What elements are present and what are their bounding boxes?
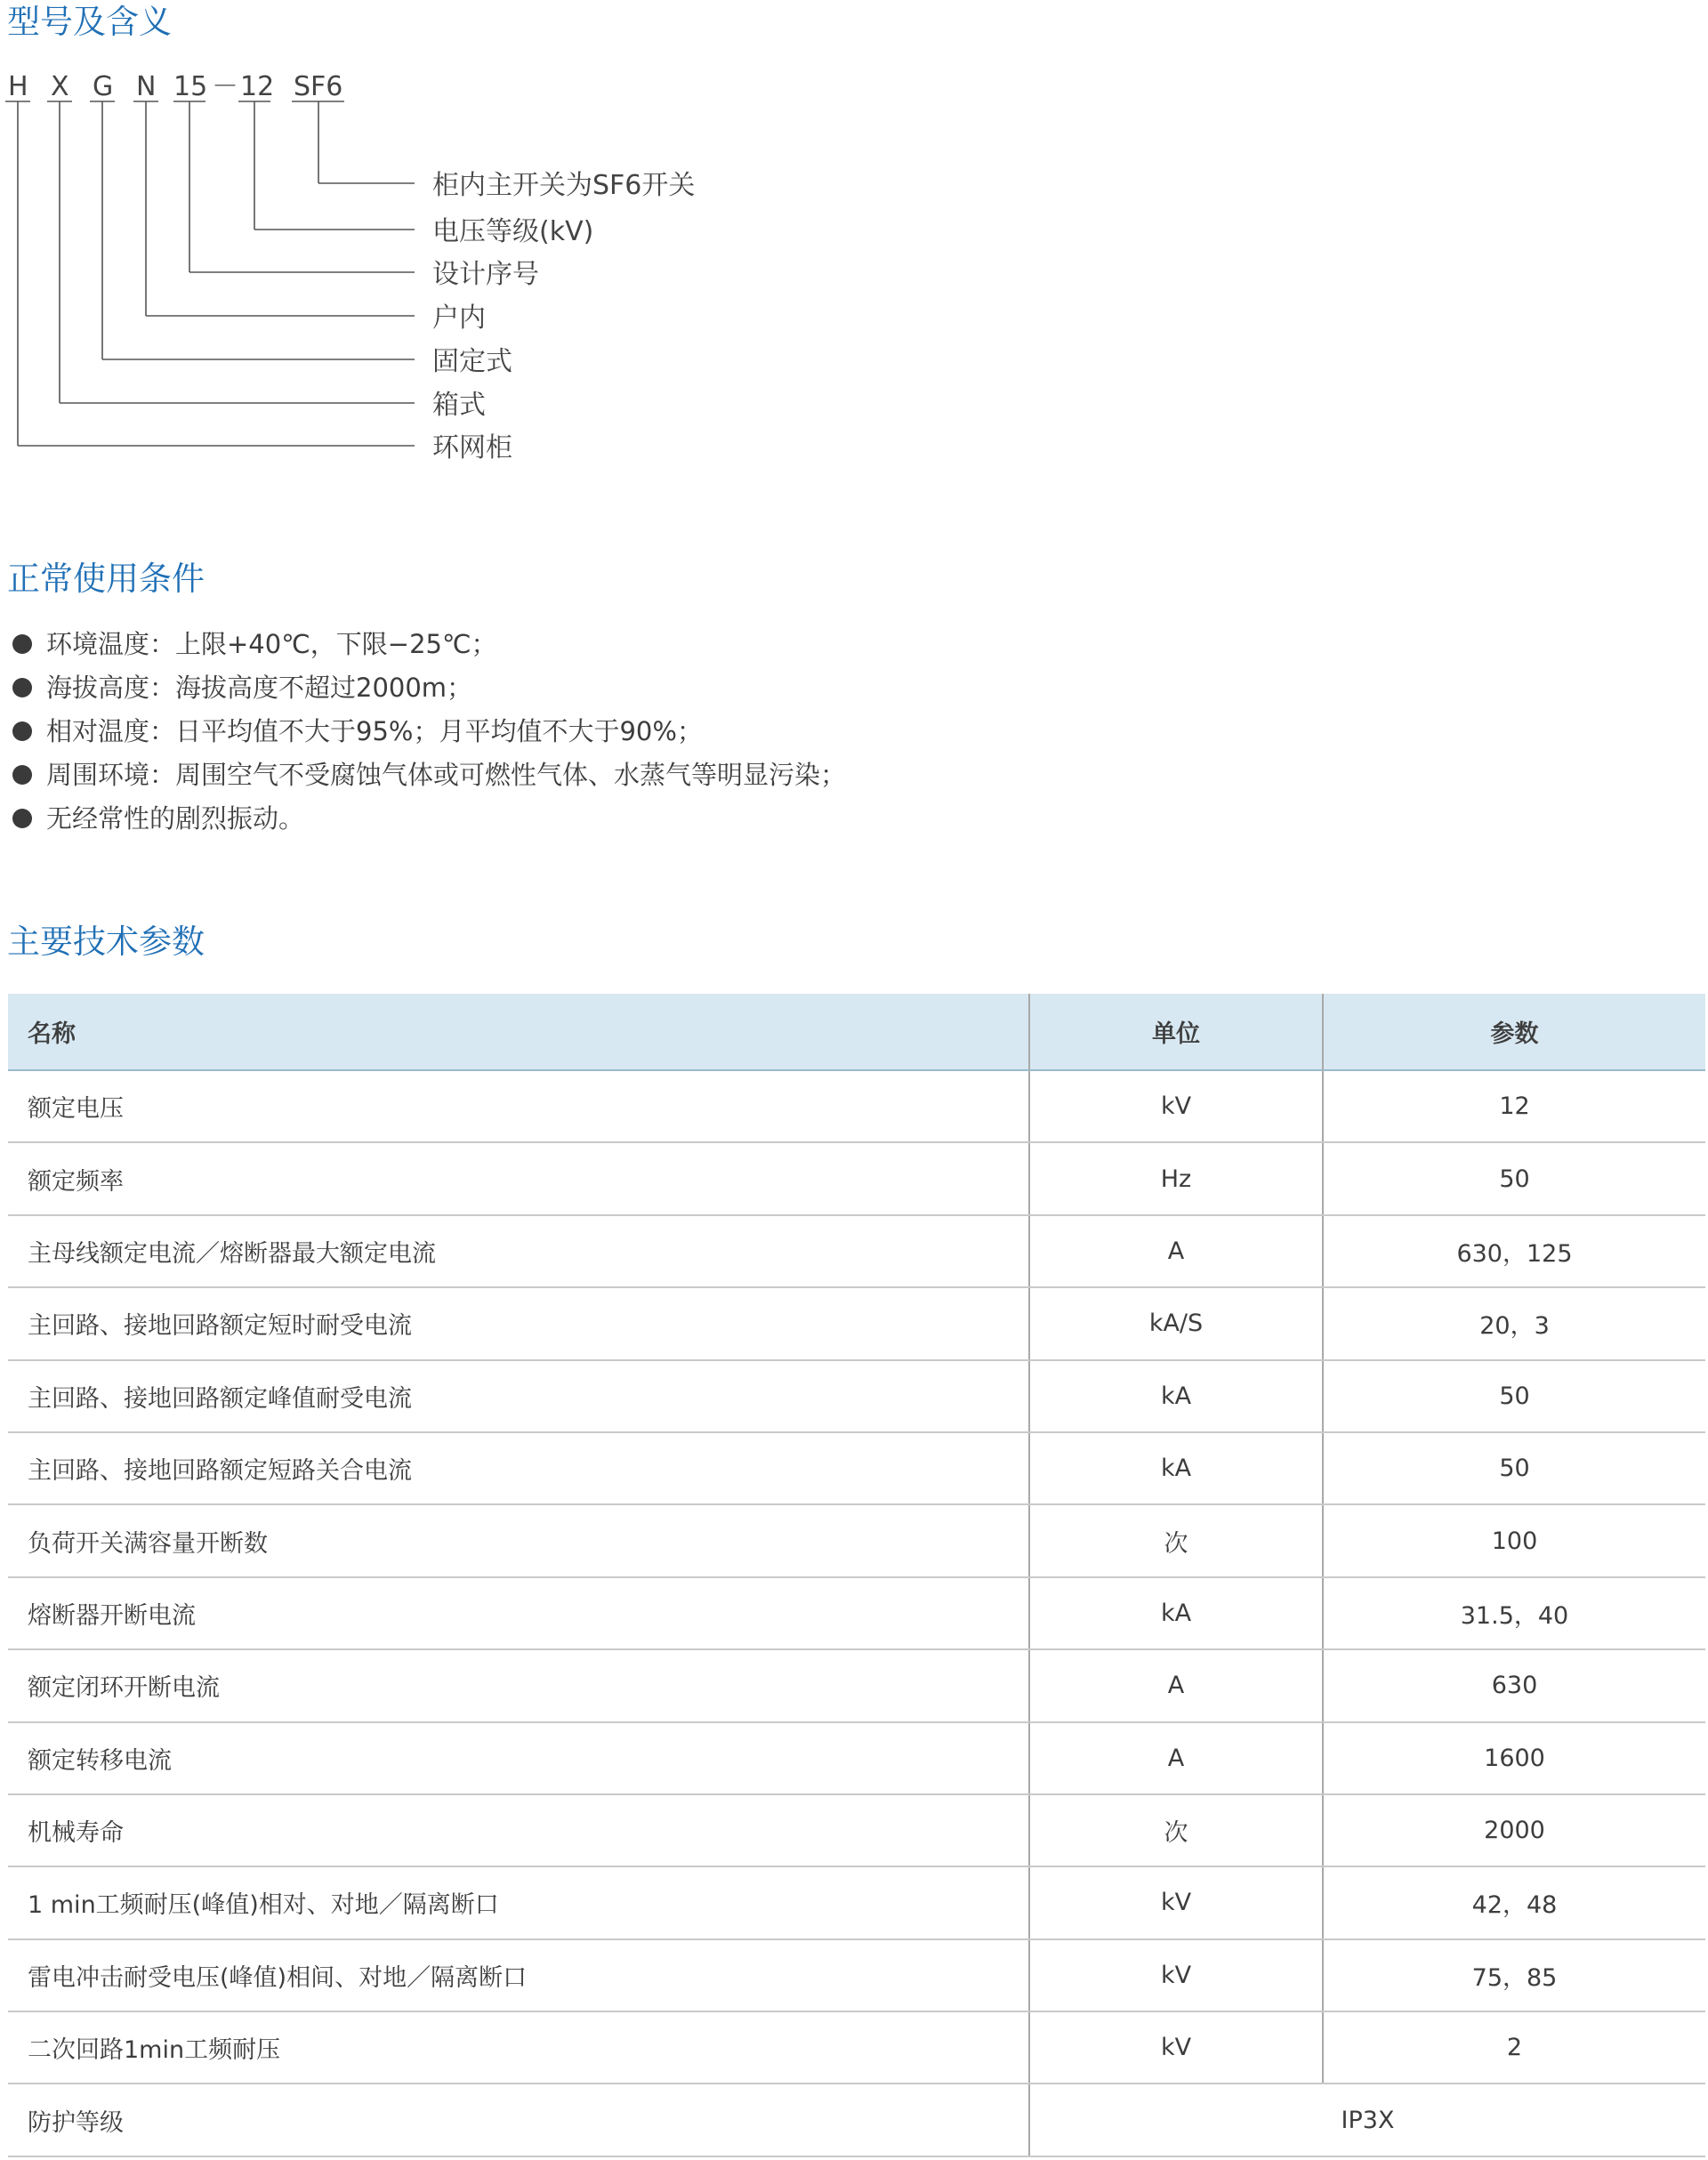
table-header-row xyxy=(8,994,1705,1070)
cell-value: 630，125 xyxy=(1323,1215,1705,1287)
header-value: 参数 xyxy=(1323,994,1705,1070)
table-row xyxy=(8,1577,1705,1649)
table-row xyxy=(8,1504,1705,1576)
table-row xyxy=(8,1722,1705,1794)
table-row xyxy=(8,1939,1705,2011)
cell-name: 主母线额定电流／熔断器最大额定电流 xyxy=(8,1215,1029,1287)
table-row xyxy=(8,1794,1705,1866)
code-dash: － xyxy=(212,71,238,102)
bullet-icon xyxy=(12,678,32,697)
table-row xyxy=(8,1142,1705,1214)
cell-value: 2 xyxy=(1323,2011,1705,2083)
code-h: H xyxy=(8,71,28,102)
meaning-indoor: 户内 xyxy=(432,302,486,334)
model-section-title: 型号及含义 xyxy=(7,3,172,41)
condition-text: 周围环境：周围空气不受腐蚀气体或可燃性气体、水蒸气等明显污染； xyxy=(46,760,847,790)
header-name: 名称 xyxy=(8,994,1029,1070)
cell-name: 1 min工频耐压(峰值)相对、对地／隔离断口 xyxy=(8,1866,1029,1938)
list-item xyxy=(12,754,846,797)
cell-name: 负荷开关满容量开断数 xyxy=(8,1504,1029,1576)
header-unit: 单位 xyxy=(1029,994,1323,1070)
cell-unit: kV xyxy=(1029,1939,1323,2011)
cell-unit: A xyxy=(1029,1722,1323,1794)
cell-unit: kV xyxy=(1029,1070,1323,1142)
code-g: G xyxy=(93,71,114,102)
cell-name: 二次回路1min工频耐压 xyxy=(8,2011,1029,2083)
cell-unit: kA/S xyxy=(1029,1287,1323,1359)
meaning-fixed: 固定式 xyxy=(432,346,512,377)
cell-value: 20，3 xyxy=(1323,1287,1705,1359)
cell-unit: kA xyxy=(1029,1360,1323,1432)
cell-value: 1600 xyxy=(1323,1722,1705,1794)
meaning-main-switch: 柜内主开关为SF6开关 xyxy=(432,170,696,201)
table-row xyxy=(8,2011,1705,2083)
cell-name: 主回路、接地回路额定短时耐受电流 xyxy=(8,1287,1029,1359)
cell-value: 42，48 xyxy=(1323,1866,1705,1938)
condition-text: 相对温度：日平均值不大于95%；月平均值不大于90%； xyxy=(46,716,703,746)
cell-unit: 次 xyxy=(1029,1794,1323,1866)
cell-name: 额定闭环开断电流 xyxy=(8,1649,1029,1721)
model-designation-diagram xyxy=(0,0,801,480)
list-item xyxy=(12,797,846,841)
cell-value-span: IP3X xyxy=(1029,2083,1705,2156)
cell-value: 50 xyxy=(1323,1360,1705,1432)
params-table xyxy=(8,994,1705,2157)
cell-value: 630 xyxy=(1323,1649,1705,1721)
params-section-title: 主要技术参数 xyxy=(7,923,205,961)
cell-value: 50 xyxy=(1323,1432,1705,1504)
cell-unit: A xyxy=(1029,1649,1323,1721)
cell-value: 31.5，40 xyxy=(1323,1577,1705,1649)
table-row xyxy=(8,2083,1705,2156)
meaning-voltage-level: 电压等级(kV) xyxy=(432,216,594,247)
table-row xyxy=(8,1649,1705,1721)
list-item xyxy=(12,710,846,754)
table-row xyxy=(8,1866,1705,1938)
cell-unit: Hz xyxy=(1029,1142,1323,1214)
table-row xyxy=(8,1360,1705,1432)
code-n: N xyxy=(136,71,157,102)
cell-name: 雷电冲击耐受电压(峰值)相间、对地／隔离断口 xyxy=(8,1939,1029,2011)
table-row xyxy=(8,1070,1705,1142)
meaning-ring-main-unit: 环网柜 xyxy=(432,432,512,463)
connector-lines xyxy=(18,101,415,446)
cell-name: 额定转移电流 xyxy=(8,1722,1029,1794)
condition-text: 环境温度：上限+40℃，下限−25℃； xyxy=(46,629,497,659)
bullet-icon xyxy=(12,634,32,654)
bullet-icon xyxy=(12,809,32,828)
cell-name: 熔断器开断电流 xyxy=(8,1577,1029,1649)
cell-unit: kV xyxy=(1029,2011,1323,2083)
code-voltage: 12 xyxy=(240,71,275,102)
cell-unit: kA xyxy=(1029,1432,1323,1504)
meaning-box: 箱式 xyxy=(432,390,486,421)
cell-unit: kA xyxy=(1029,1577,1323,1649)
table-row xyxy=(8,1215,1705,1287)
cell-name: 主回路、接地回路额定峰值耐受电流 xyxy=(8,1360,1029,1432)
cell-value: 50 xyxy=(1323,1142,1705,1214)
cell-name: 主回路、接地回路额定短路关合电流 xyxy=(8,1432,1029,1504)
cell-value: 12 xyxy=(1323,1070,1705,1142)
cell-value: 100 xyxy=(1323,1504,1705,1576)
list-item xyxy=(12,666,846,710)
conditions-list xyxy=(12,623,846,841)
code-sf6: SF6 xyxy=(294,71,343,102)
cell-value: 2000 xyxy=(1323,1794,1705,1866)
bullet-icon xyxy=(12,721,32,741)
code-design-no: 15 xyxy=(173,71,208,102)
cell-name: 额定频率 xyxy=(8,1142,1029,1214)
condition-text: 无经常性的剧烈振动。 xyxy=(46,803,305,834)
table-row xyxy=(8,1287,1705,1359)
meaning-design-no: 设计序号 xyxy=(432,259,539,290)
table-row xyxy=(8,1432,1705,1504)
cell-unit: A xyxy=(1029,1215,1323,1287)
code-x: X xyxy=(51,71,69,102)
conditions-section-title: 正常使用条件 xyxy=(7,560,205,598)
cell-name: 机械寿命 xyxy=(8,1794,1029,1866)
cell-unit: 次 xyxy=(1029,1504,1323,1576)
bullet-icon xyxy=(12,765,32,785)
cell-value: 75，85 xyxy=(1323,1939,1705,2011)
cell-name: 防护等级 xyxy=(8,2083,1029,2156)
condition-text: 海拔高度：海拔高度不超过2000m； xyxy=(46,673,473,703)
cell-name: 额定电压 xyxy=(8,1070,1029,1142)
cell-unit: kV xyxy=(1029,1866,1323,1938)
list-item xyxy=(12,623,846,666)
